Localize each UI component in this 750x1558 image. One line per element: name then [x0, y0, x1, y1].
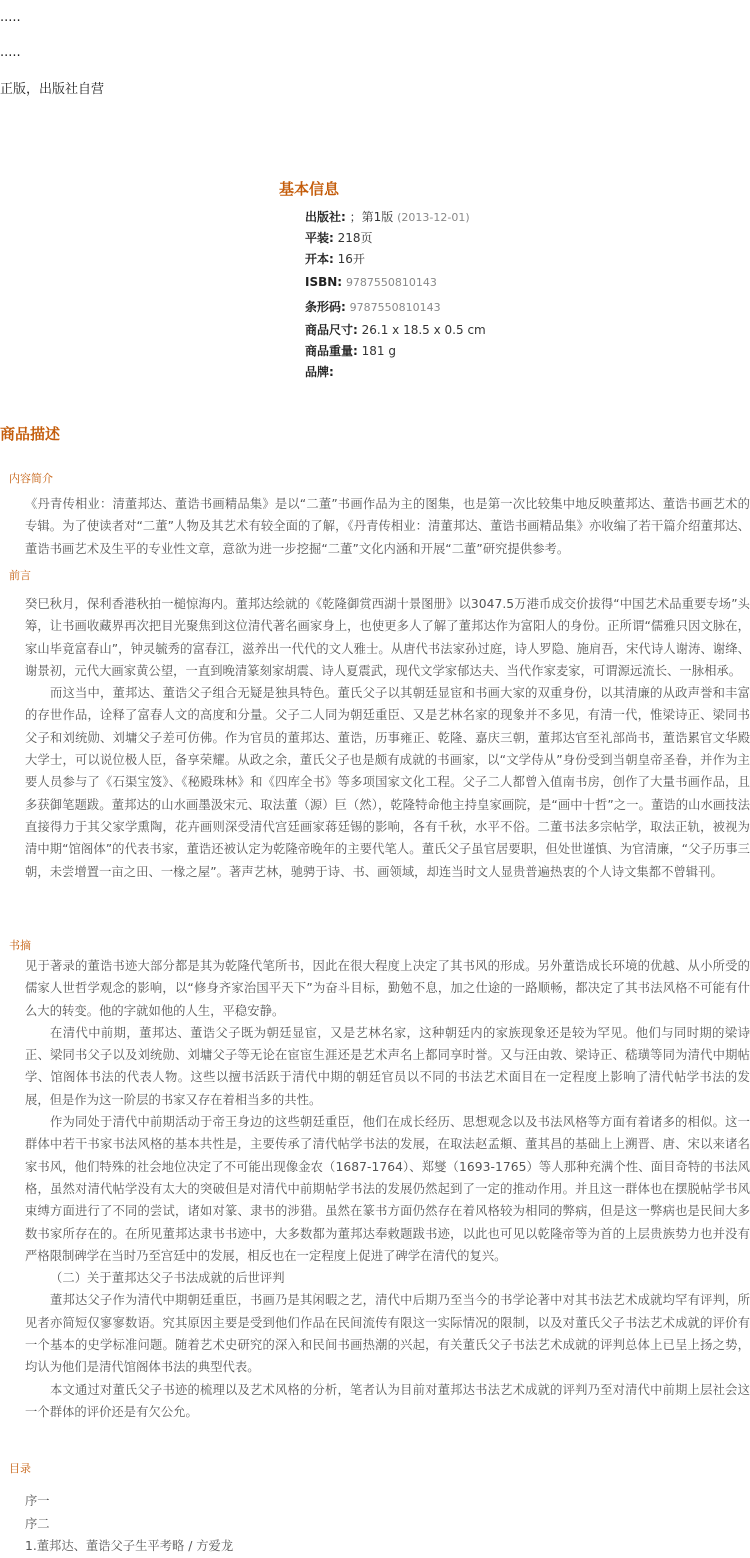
- publisher-label: 出版社:: [305, 210, 346, 224]
- toc-item: 序二: [25, 1516, 50, 1531]
- info-barcode: [305, 295, 579, 320]
- info-size: [305, 320, 579, 341]
- preface-paragraph-2: 而这当中，董邦达、董诰父子组合无疑是独具特色。董氏父子以其朝廷显宦和书画大家的双重身份，以其清廉的从政声誉和丰富的存世作品，诠释了富春人文的高度和分量。父子二人同为朝廷重臣、又是艺林名家的现象并不多见，有清一代，惟梁诗正、梁同书父子和刘统勋、刘墉父子差可仿佛。作为官员的董邦达、董诰，历事雍正、乾隆、嘉庆三朝，董邦达官至礼部尚书，董诰累官文华殿大学士，可以说位极人臣，备享荣耀。从政之余，董氏父子也是颇有成就的书画家，以“文学侍从”身份受到当朝皇帝圣眷，并作为主要人员参与了《石渠宝笈》、《秘殿珠林》和《四库全书》等多项国家文化工程。父子二人都曾入值南书房，创作了大量书画作品，且多获御笔题跋。董邦达的山水画墨汲宋元、取法董（源）巨（然），乾隆特命他主持皇家画院，是“画中十哲”之一。董诰的山水画技法直接得力于其父家学熏陶，花卉画则深受清代宫廷画家蒋廷锡的影响，各有千秋，水平不俗。二董书法多宗帖学，取法正轨，被视为清中期“馆阁体”的代表书家，董诰还被认定为乾隆帝晚年的主要代笔人。董氏父子虽官居要职，但处世谨慎、为官清廉，“父子历事三朝，未尝增置一亩之田、一椽之屋”。著声艺林，驰骋于诗、书、画领域，却连当时文人显贵普遍热衷的个人诗文集都不曾辑刊。: [25, 686, 750, 879]
- excerpt-paragraph-1: 见于著录的董诰书迹大部分都是其为乾隆代笔所书，因此在很大程度上决定了其书风的形成。另外董诰成长环境的优越、从小所受的儒家人世哲学观念的影响，以“修身齐家治国平天下”为奋斗目标，勤勉不息，加之仕途的一路顺畅，都决定了其书法风格不可能有什么大的转变。他的字就如他的人生，平稳安静。: [25, 959, 750, 1018]
- intro-label: 内容简介: [9, 472, 53, 485]
- excerpt-paragraph-5: 董邦达父子作为清代中期朝廷重臣，书画乃是其闲暇之艺，清代中后期乃至当今的书学论著中对其书法艺术成就均罕有评判，所见者亦简短仅寥寥数语。究其原因主要是受到他们作品在民间流传有限这一实际情况的限制，以及对董氏父子书法艺术成就的评价有一个基本的史学标准问题。随着艺术史研究的深入和民间书画热潮的兴起，有关董氏父子书法艺术成就的评判总体上已呈上扬之势，均认为他们是清代馆阁体书法的典型代表。: [25, 1293, 750, 1375]
- top-dots-1: .....: [0, 10, 21, 25]
- top-note: 正版，出版社自营: [0, 82, 105, 97]
- brand-label: 品牌:: [305, 365, 334, 379]
- format-value: 16开: [337, 252, 365, 266]
- excerpt-label: 书摘: [9, 939, 31, 952]
- toc-label: 目录: [9, 1462, 31, 1475]
- top-dots-2: .....: [0, 45, 21, 60]
- toc-item: 1.董邦达、董诰父子生平考略 / 方爱龙: [25, 1539, 234, 1553]
- info-binding: [305, 228, 579, 249]
- basic-info-panel: [279, 178, 579, 383]
- preface-paragraph-1: 癸巳秋月，保利香港秋拍一槌惊海内。董邦达绘就的《乾隆御赏西湖十景图册》以3047.5万港币成交价拔得“中国艺术品重要专场”头筹，让书画收藏界再次把目光聚焦到这位清代著名画家身上，也使更多人了解了董邦达作为富阳人的身份。正所谓“儒雅只因文脉在，家山毕竟富春山”，钟灵毓秀的富春江，滋养出一代代的文人雅士。从唐代书法家孙过庭，诗人罗隐、施肩吾，宋代诗人谢涛、谢绛、谢景初，元代大画家黄公望，一直到晚清篆刻家胡震、诗人夏震武，现代文学家郁达夫、当代作家麦家，可谓源远流长、一脉相承。: [25, 597, 750, 678]
- excerpt-paragraph-3: 作为同处于清代中前期活动于帝王身边的这些朝廷重臣，他们在成长经历、思想观念以及书法风格等方面有着诸多的相似。这一群体中若干书家书法风格的基本共性是，主要传承了清代帖学书法的发展，在取法赵孟頫、董其昌的基础上上溯晋、唐、宋以来诸名家书风，他们特殊的社会地位决定了不可能出现像金农（1687-1764）、郑燮（1693-1765）等人那种充满个性、面目奇特的书法风格，虽然对清代帖学没有太大的突破但是对清代中前期帖学书法的发展仍然起到了一定的推动作用。并且这一群体也在摆脱帖学书风束缚方面进行了不同的尝试，诸如对篆、隶书的涉猎。虽然在篆书方面仍然存在着风格较为相同的弊病，但是这一弊病也是民间大多数书家所存在的。在所见董邦达隶书书迹中，大多数都为董邦达奉敕题跋书迹，以此也可见以乾隆帝等为首的上层贵族势力也并没有严格限制碑学在当时乃至宫廷中的发展，相反也在一定程度上促进了碑学在清代的复兴。: [25, 1115, 750, 1263]
- binding-label: 平装:: [305, 231, 334, 245]
- weight-value: 181 g: [361, 344, 396, 358]
- barcode-value: 9787550810143: [349, 301, 441, 314]
- toc-item: 序一: [25, 1494, 50, 1508]
- binding-value: 218页: [337, 231, 373, 245]
- size-value: 26.1 x 18.5 x 0.5 cm: [361, 323, 486, 337]
- isbn-value: 9787550810143: [345, 276, 437, 289]
- publisher-value: ；第1版: [349, 210, 394, 224]
- preface-section: [0, 567, 750, 883]
- isbn-label: ISBN:: [305, 275, 343, 289]
- weight-label: 商品重量:: [305, 344, 358, 358]
- basic-info-title: 基本信息: [279, 180, 340, 198]
- excerpt-section: [0, 937, 750, 1423]
- info-format: [305, 249, 579, 270]
- barcode-label: 条形码:: [305, 300, 346, 314]
- info-weight: [305, 341, 579, 362]
- preface-label: 前言: [9, 569, 31, 582]
- publish-date: (2013-12-01): [397, 211, 470, 224]
- info-brand: [305, 362, 579, 383]
- info-isbn: [305, 270, 579, 295]
- info-publisher: [305, 207, 579, 228]
- intro-section: [0, 470, 750, 560]
- excerpt-subheading: （二）关于董邦达父子书法成就的后世评判: [50, 1271, 285, 1286]
- format-label: 开本:: [305, 252, 334, 266]
- toc-section: [0, 1460, 750, 1558]
- product-description-title: 商品描述: [0, 425, 61, 443]
- excerpt-paragraph-2: 在清代中前期，董邦达、董诰父子既为朝廷显宦，又是艺林名家，这种朝廷内的家族现象还是较为罕见。他们与同时期的梁诗正、梁同书父子以及刘统勋、刘墉父子等无论在宦宦生涯还是艺术声名上都同享时誉。又与汪由敦、梁诗正、嵇璜等同为清代中期帖学、馆阁体书法的代表人物。这些以擅书活跃于清代中期的朝廷官员以不同的书法艺术面目在一定程度上影响了清代帖学书法的发展，但是作为这一阶层的书家又存在着相当多的共性。: [25, 1025, 750, 1107]
- excerpt-paragraph-6: 本文通过对董氏父子书迹的梳理以及艺术风格的分析，笔者认为目前对董邦达书法艺术成就的评判乃至对清代中前期上层社会这一个群体的评价还是有欠公允。: [25, 1382, 750, 1419]
- size-label: 商品尺寸:: [305, 323, 358, 337]
- intro-text: 《丹青传相业：清董邦达、董诰书画精品集》是以“二董”书画作品为主的图集，也是第一次比较集中地反映董邦达、董诰书画艺术的专辑。为了使读者对“二董”人物及其艺术有较全面的了解，《丹青传相业：清董邦达、董诰书画精品集》亦收编了若干篇介绍董邦达、董诰书画艺术及生平的专业性文章，意欲为进一步挖掘“二董”文化内涵和开展“二董”研究提供参考。: [25, 497, 750, 556]
